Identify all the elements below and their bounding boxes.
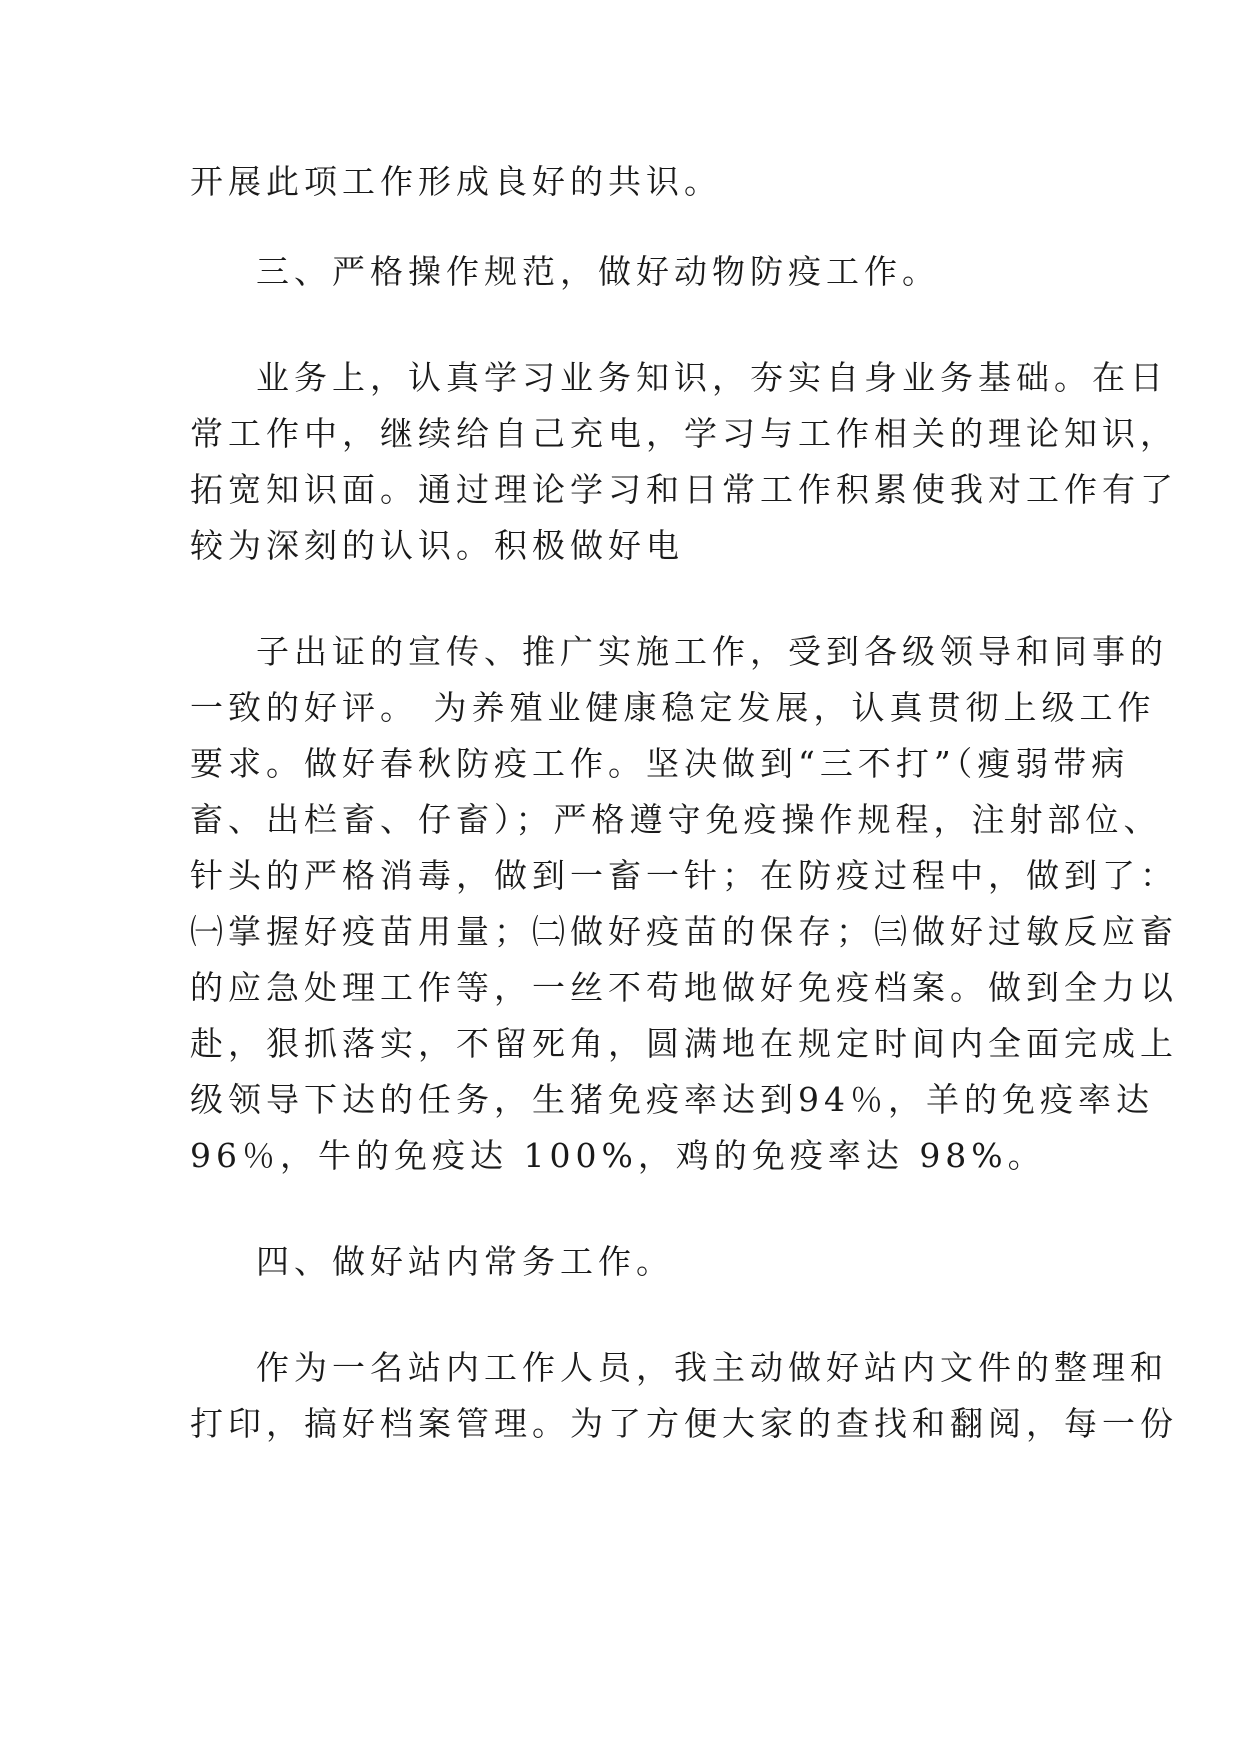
paragraph-line: 一致的好评。 为养殖业健康稳定发展，认真贯彻上级工作 bbox=[190, 688, 1156, 727]
paragraph-line: 打印，搞好档案管理。为了方便大家的查找和翻阅，每一份 bbox=[190, 1404, 1178, 1443]
paragraph-line: ㈠掌握好疫苗用量；㈡做好疫苗的保存；㈢做好过敏反应畜 bbox=[190, 912, 1178, 951]
paragraph-line: 的应急处理工作等，一丝不苟地做好免疫档案。做到全力以 bbox=[190, 968, 1178, 1007]
paragraph-line: 较为深刻的认识。积极做好电 bbox=[190, 526, 684, 565]
paragraph-line: 业务上，认真学习业务知识，夯实自身业务基础。在日 bbox=[256, 358, 1168, 397]
section-heading: 四、做好站内常务工作。 bbox=[256, 1242, 674, 1281]
paragraph-line: 拓宽知识面。通过理论学习和日常工作积累使我对工作有了 bbox=[190, 470, 1178, 509]
paragraph-line: 针头的严格消毒，做到一畜一针；在防疫过程中，做到了： bbox=[190, 856, 1178, 895]
paragraph-line: 赴，狠抓落实，不留死角，圆满地在规定时间内全面完成上 bbox=[190, 1024, 1178, 1063]
paragraph-line: 畜、出栏畜、仔畜）；严格遵守免疫操作规程，注射部位、 bbox=[190, 800, 1162, 839]
paragraph-line: 作为一名站内工作人员，我主动做好站内文件的整理和 bbox=[256, 1348, 1168, 1387]
paragraph-line: 96％，牛的免疫达 100%，鸡的免疫率达 98%。 bbox=[190, 1136, 1046, 1175]
paragraph-line: 级领导下达的任务，生猪免疫率达到94％，羊的免疫率达 bbox=[190, 1080, 1154, 1119]
paragraph-line: 要求。做好春秋防疫工作。坚决做到“三不打”（瘦弱带病 bbox=[190, 744, 1130, 783]
paragraph-line: 开展此项工作形成良好的共识。 bbox=[190, 162, 722, 201]
section-heading: 三、严格操作规范，做好动物防疫工作。 bbox=[256, 252, 940, 291]
paragraph-line: 常工作中，继续给自己充电，学习与工作相关的理论知识， bbox=[190, 414, 1178, 453]
paragraph-line: 子出证的宣传、推广实施工作，受到各级领导和同事的 bbox=[256, 632, 1168, 671]
